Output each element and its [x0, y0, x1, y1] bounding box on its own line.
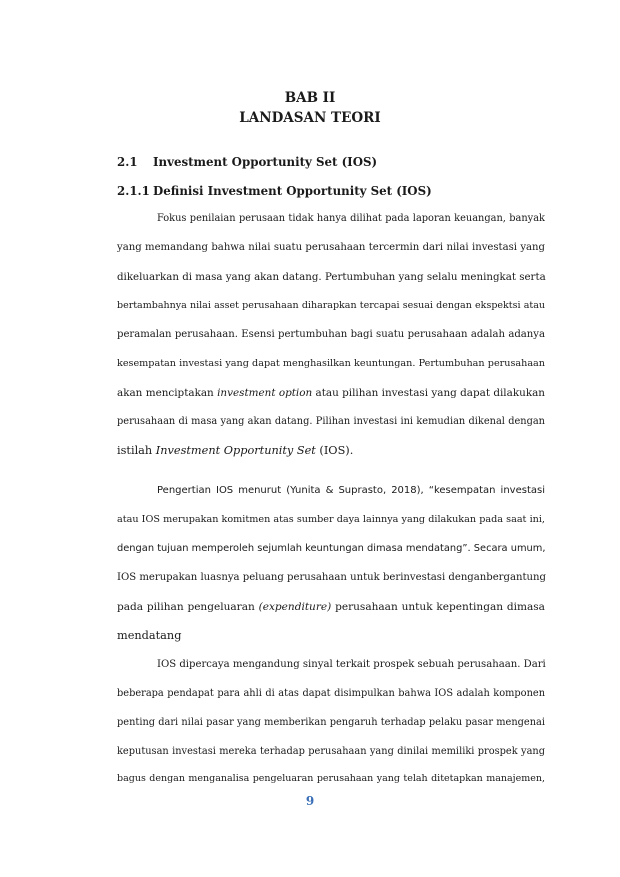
paragraph1-line [117, 386, 545, 400]
text-run: atau pilihan investasi yang dapat dilakukan [312, 387, 545, 399]
section-title: Investment Opportunity Set (IOS) [153, 155, 378, 169]
subsection-title: Definisi Investment Opportunity Set (IOS) [153, 184, 432, 198]
subsection-number: 2.1.1 [117, 184, 150, 198]
paragraph2-line: dengan tujuan memperoleh sejumlah keuntungan dimasa mendatang”. Secara umum, [117, 543, 546, 554]
italic-term: Investment Opportunity Set [155, 444, 316, 457]
paragraph2-line: IOS merupakan luasnya peluang perusahaan untuk berinvestasi denganbergantung [117, 572, 546, 583]
paragraph3-line: bagus dengan menganalisa pengeluaran perusahaan yang telah ditetapkan manajemen, [117, 773, 545, 784]
text-run: (IOS). [315, 444, 354, 457]
chapter-title: LANDASAN TEORI [239, 110, 381, 126]
page-number: 9 [305, 794, 315, 808]
paragraph1-line: perusahaan di masa yang akan datang. Pilihan investasi ini kemudian dikenal dengan [117, 416, 545, 427]
text-run: pada pilihan pengeluaran [117, 601, 259, 613]
paragraph1-line: yang memandang bahwa nilai suatu perusahaan tercermin dari nilai investasi yang [117, 242, 545, 253]
text-run: istilah [117, 444, 156, 457]
paragraph2-line: Pengertian IOS menurut (Yunita & Suprasto, 2018), “kesempatan investasi [157, 485, 545, 496]
paragraph1-line [117, 444, 545, 458]
italic-term: (expenditure) [258, 601, 332, 613]
paragraph3-line: beberapa pendapat para ahli di atas dapat disimpulkan bahwa IOS adalah komponen [117, 688, 545, 699]
text-run: akan menciptakan [117, 387, 218, 399]
section-number: 2.1 [117, 155, 138, 169]
paragraph1-line: bertambahnya nilai asset perusahaan diharapkan tercapai sesuai dengan ekspektsi atau [117, 300, 545, 311]
paragraph1-line: kesempatan investasi yang dapat menghasilkan keuntungan. Pertumbuhan perusahaan [117, 358, 545, 369]
subsection-heading [117, 184, 432, 198]
paragraph1-line: dikeluarkan di masa yang akan datang. Pertumbuhan yang selalu meningkat serta [117, 271, 546, 283]
section-heading [117, 155, 377, 169]
paragraph2-line: mendatang [117, 629, 182, 642]
text-run: perusahaan untuk kepentingan dimasa [331, 601, 545, 613]
italic-term: investment option [217, 387, 313, 399]
paragraph3-line: penting dari nilai pasar yang memberikan pengaruh terhadap pelaku pasar mengenai [117, 717, 545, 728]
paragraph1-line: peramalan perusahaan. Esensi pertumbuhan bagi suatu perusahaan adalah adanya [117, 329, 545, 340]
chapter-number: BAB II [284, 90, 336, 106]
paragraph2-line: atau IOS merupakan komitmen atas sumber daya lainnya yang dilakukan pada saat ini, [117, 514, 545, 525]
paragraph3-line: IOS dipercaya mengandung sinyal terkait prospek sebuah perusahaan. Dari [157, 659, 546, 670]
paragraph1-line: Fokus penilaian perusaan tidak hanya dilihat pada laporan keuangan, banyak [157, 213, 545, 224]
paragraph2-line [117, 600, 545, 614]
paragraph3-line: keputusan investasi mereka terhadap perusahaan yang dinilai memiliki prospek yang [117, 746, 545, 757]
